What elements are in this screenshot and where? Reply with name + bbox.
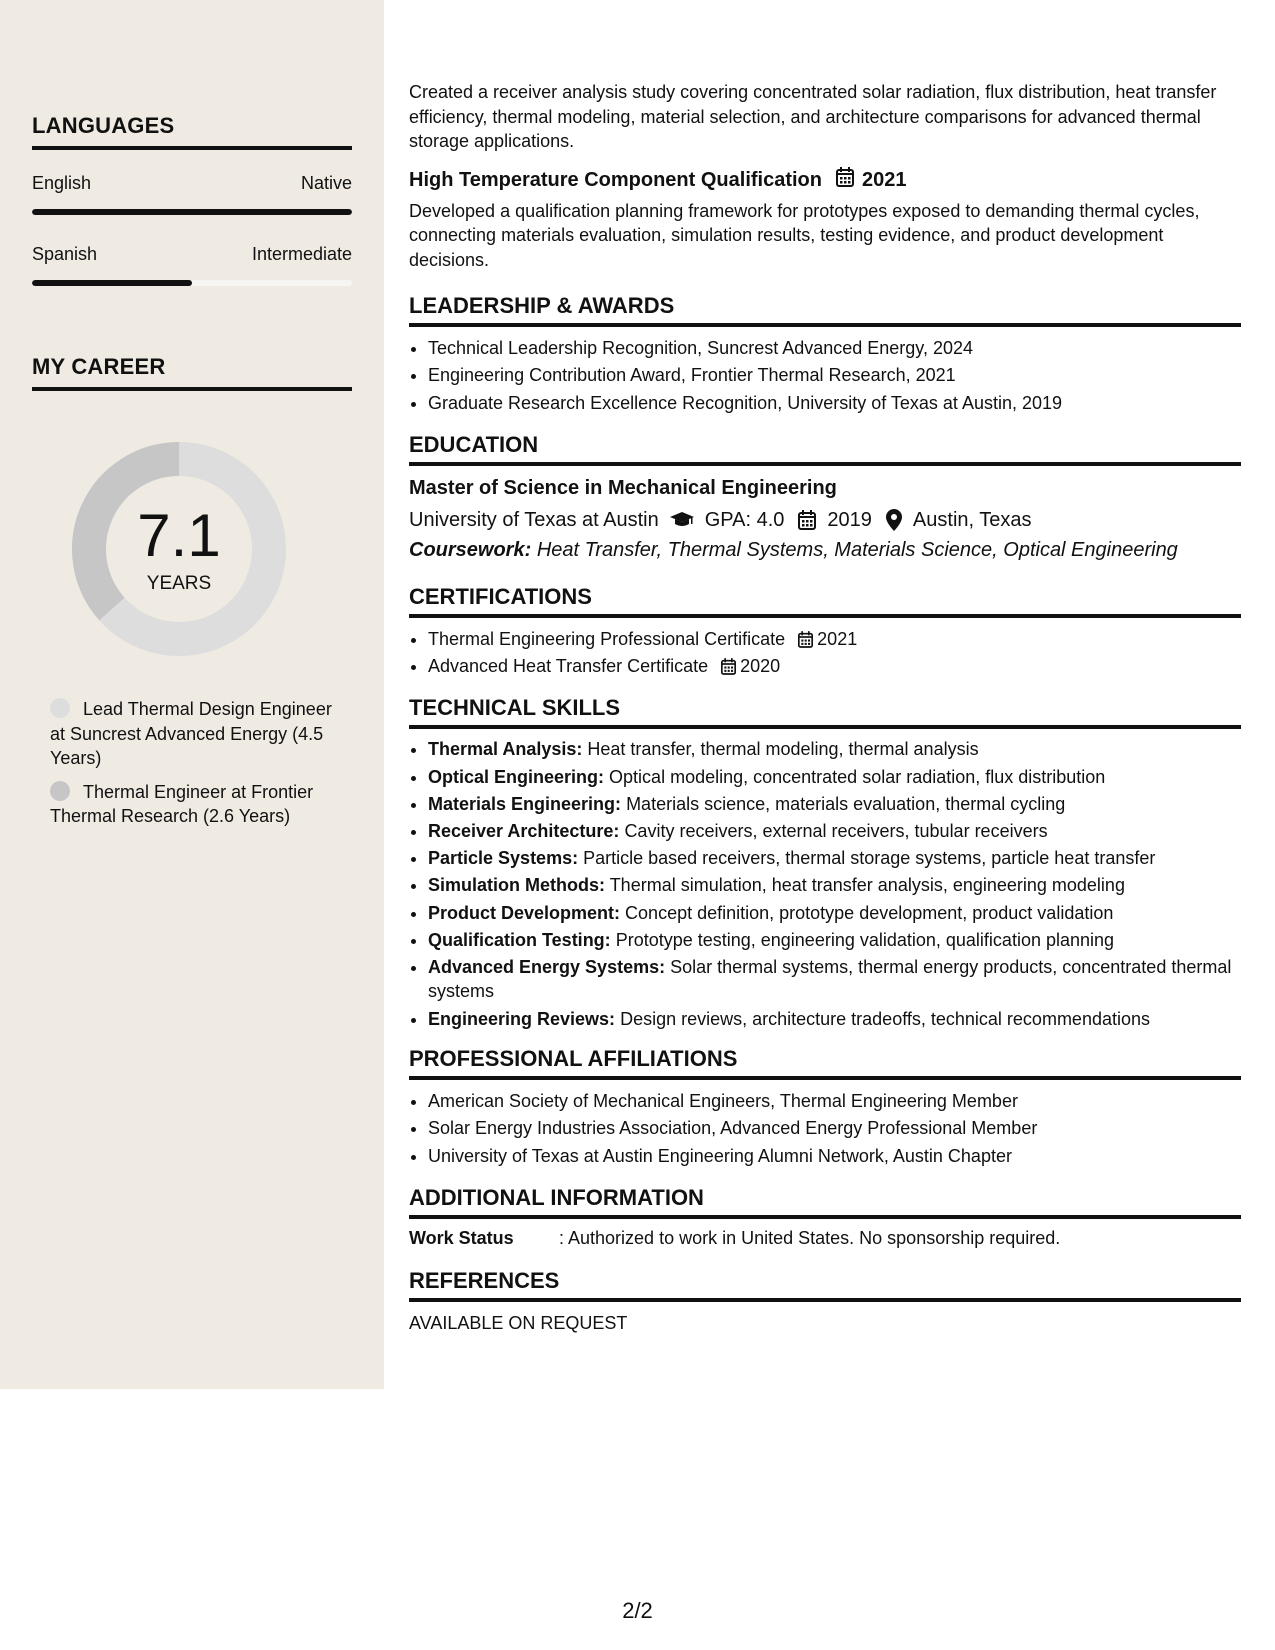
- languages-title: LANGUAGES: [32, 113, 352, 150]
- page-number: 2/2: [622, 1598, 653, 1623]
- certification-year: 2020: [740, 656, 781, 677]
- certification-name: • Advanced Heat Transfer Certificate: [428, 656, 709, 677]
- project-year: 2021: [862, 168, 907, 191]
- coursework-label: Coursework:: [409, 538, 532, 561]
- legend-dot-icon: [50, 781, 70, 801]
- list-item: [428, 653, 1241, 680]
- project-title-row: [409, 167, 1241, 193]
- list-item: • University of Texas at Austin Engineering Alumni Network, Austin Chapter: [428, 1143, 1241, 1170]
- skill-label: Product Development:: [428, 902, 621, 923]
- skills-title: TECHNICAL SKILLS: [409, 694, 1241, 729]
- references-text: AVAILABLE ON REQUEST: [409, 1313, 628, 1334]
- calendar-icon: [836, 167, 854, 193]
- main-content: [409, 80, 1241, 1334]
- skill-text: Prototype testing, engineering validation, qualification planning: [615, 929, 1115, 950]
- education-gpa: GPA: 4.0: [704, 508, 785, 531]
- skill-label: Simulation Methods:: [428, 875, 605, 896]
- education-location: Austin, Texas: [912, 508, 1032, 531]
- career-section: [32, 354, 352, 391]
- skill-label: Qualification Testing:: [428, 929, 611, 950]
- skill-label: Engineering Reviews:: [428, 1008, 616, 1029]
- skill-label: Particle Systems:: [428, 848, 579, 869]
- skill-label: Advanced Energy Systems:: [428, 956, 666, 977]
- work-status-label: Work Status: [409, 1228, 514, 1249]
- skill-item: [428, 955, 1241, 1004]
- affiliations-list: [409, 1088, 1241, 1170]
- skill-text: Cavity receivers, external receivers, tubular receivers: [624, 821, 1048, 842]
- language-name: Spanish: [32, 244, 98, 264]
- skill-item: [428, 819, 1241, 844]
- coursework-list: Heat Transfer, Thermal Systems, Materials Science, Optical Engineering: [536, 538, 1178, 561]
- career-title: MY CAREER: [32, 354, 352, 391]
- skill-item: [428, 737, 1241, 762]
- list-item: • American Society of Mechanical Engineers, Thermal Engineering Member: [428, 1088, 1241, 1115]
- skill-item: [428, 1007, 1241, 1032]
- sidebar: [0, 0, 384, 1389]
- skill-text: Concept definition, prototype development, product validation: [625, 902, 1114, 923]
- career-legend-item: [50, 697, 340, 771]
- skill-label: Optical Engineering:: [428, 766, 605, 787]
- skill-item: [428, 765, 1241, 790]
- certifications-title: CERTIFICATIONS: [409, 583, 1241, 618]
- language-proficiency-bar: [32, 209, 352, 215]
- skill-item: [428, 873, 1241, 898]
- skill-text: Design reviews, architecture tradeoffs, technical recommendations: [620, 1008, 1150, 1029]
- certification-name: • Thermal Engineering Professional Certificate: [428, 628, 786, 649]
- skill-text: Solar thermal systems, thermal energy products, concentrated thermal systems: [428, 956, 1232, 1002]
- skills-list: [409, 737, 1241, 1031]
- certifications-list: [409, 626, 1241, 681]
- language-level: Native: [300, 173, 352, 193]
- list-item: [428, 626, 1241, 653]
- education-degree: Master of Science in Mechanical Engineering: [409, 476, 837, 499]
- skill-item: [428, 928, 1241, 953]
- language-proficiency-fill: [32, 280, 192, 286]
- skill-item: [428, 792, 1241, 817]
- education-coursework: [409, 537, 1241, 563]
- language-proficiency-bar: [32, 280, 352, 286]
- career-years-unit: YEARS: [146, 573, 212, 594]
- list-item: • Solar Energy Industries Association, Advanced Energy Professional Member: [428, 1115, 1241, 1142]
- references-title: REFERENCES: [409, 1267, 1241, 1302]
- career-legend-item: [50, 780, 340, 829]
- skill-item: [428, 901, 1241, 926]
- career-legend: [50, 697, 340, 838]
- calendar-icon: [721, 658, 736, 675]
- legend-dot-icon: [50, 698, 70, 718]
- list-item: • Graduate Research Excellence Recognition, University of Texas at Austin, 2019: [428, 390, 1241, 417]
- skill-item: [428, 846, 1241, 871]
- skill-text: Heat transfer, thermal modeling, thermal analysis: [587, 739, 979, 760]
- skill-text: Materials science, materials evaluation, thermal cycling: [626, 793, 1066, 814]
- skill-text: Thermal simulation, heat transfer analysis, engineering modeling: [609, 875, 1125, 896]
- skill-label: Receiver Architecture:: [428, 821, 620, 842]
- leadership-title: LEADERSHIP & AWARDS: [409, 292, 1241, 327]
- career-donut-chart: [66, 436, 292, 662]
- leadership-list: [409, 335, 1241, 417]
- career-years-value: 7.1: [137, 502, 221, 569]
- location-pin-icon: [886, 509, 902, 531]
- project-description: Developed a qualification planning framework for prototypes exposed to demanding thermal cycles, connecting materials evaluation, simulation results, testing evidence, and product development decisions.: [409, 200, 1200, 270]
- project-title: High Temperature Component Qualification: [409, 168, 822, 191]
- graduation-cap-icon: [670, 511, 694, 529]
- language-name: English: [32, 173, 92, 193]
- education-school: University of Texas at Austin: [409, 508, 659, 531]
- work-status-row: [409, 1227, 1241, 1249]
- languages-section: [32, 113, 352, 286]
- skill-label: Thermal Analysis:: [428, 739, 583, 760]
- calendar-icon: [798, 510, 816, 530]
- affiliations-title: PROFESSIONAL AFFILIATIONS: [409, 1045, 1241, 1080]
- career-legend-label: Lead Thermal Design Engineer at Suncrest Advanced Energy (4.5 Years): [50, 699, 332, 768]
- certification-year: 2021: [817, 628, 858, 649]
- skill-text: Optical modeling, concentrated solar radiation, flux distribution: [609, 766, 1106, 787]
- education-meta: [409, 507, 1241, 533]
- career-legend-label: Thermal Engineer at Frontier Thermal Research (2.6 Years): [50, 781, 314, 826]
- language-row: [32, 243, 352, 265]
- language-row: [32, 172, 352, 194]
- intro-paragraph: Created a receiver analysis study covering concentrated solar radiation, flux distribution, heat transfer efficiency, thermal modeling, material selection, and architecture comparisons for advanced thermal storage applications.: [409, 82, 1217, 151]
- skill-label: Materials Engineering:: [428, 793, 622, 814]
- language-proficiency-fill: [32, 209, 352, 215]
- education-year: 2019: [827, 508, 872, 531]
- list-item: • Technical Leadership Recognition, Suncrest Advanced Energy, 2024: [428, 335, 1241, 362]
- language-level: Intermediate: [251, 244, 352, 264]
- skill-text: Particle based receivers, thermal storage systems, particle heat transfer: [583, 848, 1156, 869]
- education-title: EDUCATION: [409, 431, 1241, 466]
- calendar-icon: [798, 631, 813, 648]
- list-item: • Engineering Contribution Award, Frontier Thermal Research, 2021: [428, 362, 1241, 389]
- work-status-value: : Authorized to work in United States. No sponsorship required.: [559, 1228, 1061, 1249]
- additional-title: ADDITIONAL INFORMATION: [409, 1184, 1241, 1219]
